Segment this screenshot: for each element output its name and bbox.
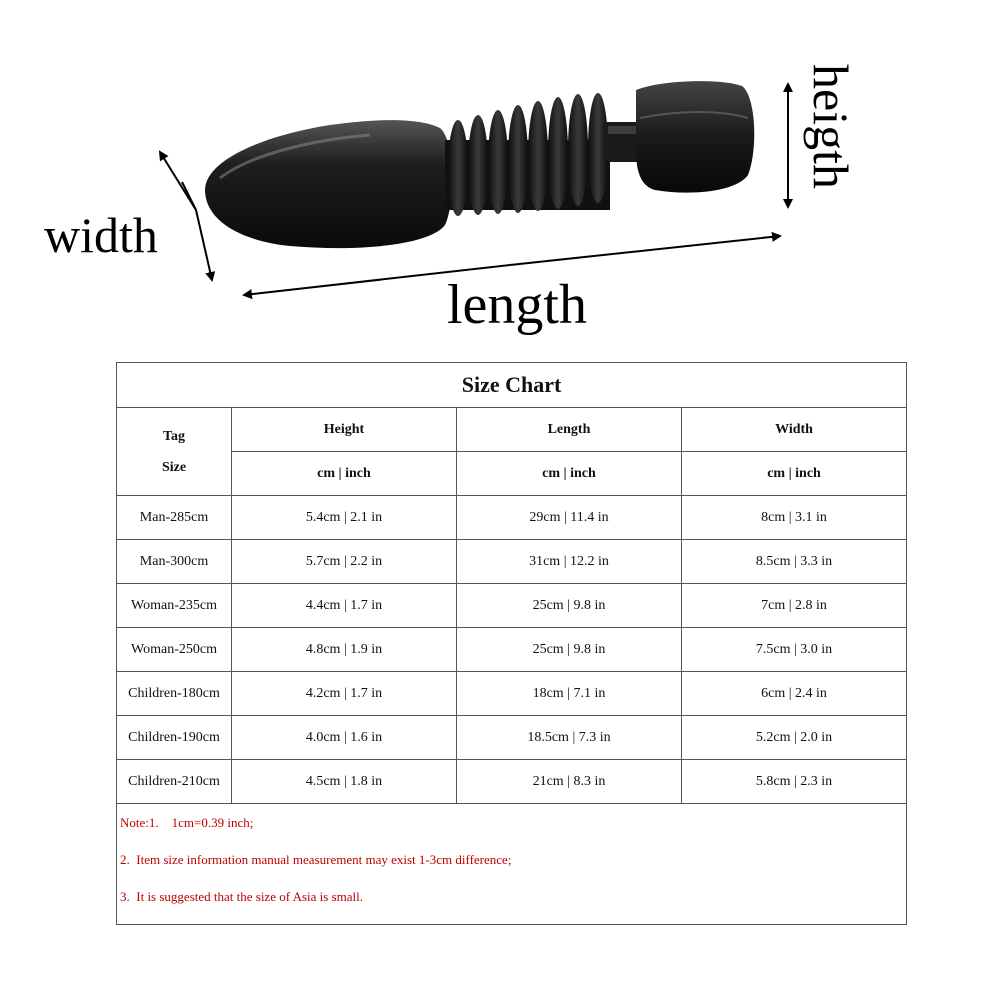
tag-header-line1: Tag <box>162 428 186 444</box>
width-cell: 7cm | 2.8 in <box>682 584 907 628</box>
column-header-length: Length <box>457 408 682 452</box>
height-cell: 4.8cm | 1.9 in <box>232 628 457 672</box>
length-cell: 25cm | 9.8 in <box>457 628 682 672</box>
width-cell: 5.2cm | 2.0 in <box>682 716 907 760</box>
table-title: Size Chart <box>117 363 907 408</box>
height-cell: 4.5cm | 1.8 in <box>232 760 457 804</box>
size-cell: Children-190cm <box>117 716 232 760</box>
unit-header-length: cm | inch <box>457 452 682 496</box>
height-cell: 5.4cm | 2.1 in <box>232 496 457 540</box>
height-cell: 5.7cm | 2.2 in <box>232 540 457 584</box>
height-cell: 4.4cm | 1.7 in <box>232 584 457 628</box>
size-cell: Children-180cm <box>117 672 232 716</box>
size-cell: Man-300cm <box>117 540 232 584</box>
table-row <box>117 628 907 672</box>
spring-coil <box>445 93 610 216</box>
width-cell: 6cm | 2.4 in <box>682 672 907 716</box>
height-label: heigth <box>803 64 859 189</box>
shoe-tree-image <box>205 81 754 248</box>
height-cell: 4.2cm | 1.7 in <box>232 672 457 716</box>
length-arrow <box>510 236 780 265</box>
size-cell: Woman-235cm <box>117 584 232 628</box>
width-cell: 8cm | 3.1 in <box>682 496 907 540</box>
unit-header-width: cm | inch <box>682 452 907 496</box>
length-cell: 18.5cm | 7.3 in <box>457 716 682 760</box>
length-cell: 29cm | 11.4 in <box>457 496 682 540</box>
size-cell: Man-285cm <box>117 496 232 540</box>
length-label: length <box>447 274 587 336</box>
size-cell: Woman-250cm <box>117 628 232 672</box>
table-row <box>117 716 907 760</box>
note-line-2: 2. Item size information manual measurement may exist 1-3cm difference; <box>120 852 512 867</box>
column-header-height: Height <box>232 408 457 452</box>
table-row <box>117 760 907 804</box>
length-cell: 25cm | 9.8 in <box>457 584 682 628</box>
height-cell: 4.0cm | 1.6 in <box>232 716 457 760</box>
shoe-tree-diagram <box>0 0 1000 350</box>
note-line-3: 3. It is suggested that the size of Asia is small. <box>120 889 363 904</box>
table-row <box>117 540 907 584</box>
size-cell: Children-210cm <box>117 760 232 804</box>
column-header-width: Width <box>682 408 907 452</box>
table-row <box>117 672 907 716</box>
table-row <box>117 496 907 540</box>
unit-header-height: cm | inch <box>232 452 457 496</box>
notes-section <box>117 804 907 925</box>
width-cell: 5.8cm | 2.3 in <box>682 760 907 804</box>
size-chart-table <box>116 362 907 925</box>
length-cell: 31cm | 12.2 in <box>457 540 682 584</box>
width-label: width <box>44 207 158 263</box>
width-cell: 8.5cm | 3.3 in <box>682 540 907 584</box>
note-line-1: Note:1. 1cm=0.39 inch; <box>120 815 254 830</box>
width-cell: 7.5cm | 3.0 in <box>682 628 907 672</box>
tag-header-line2: Size <box>161 459 187 475</box>
table-row <box>117 584 907 628</box>
tag-size-header <box>117 408 232 496</box>
length-cell: 18cm | 7.1 in <box>457 672 682 716</box>
length-cell: 21cm | 8.3 in <box>457 760 682 804</box>
